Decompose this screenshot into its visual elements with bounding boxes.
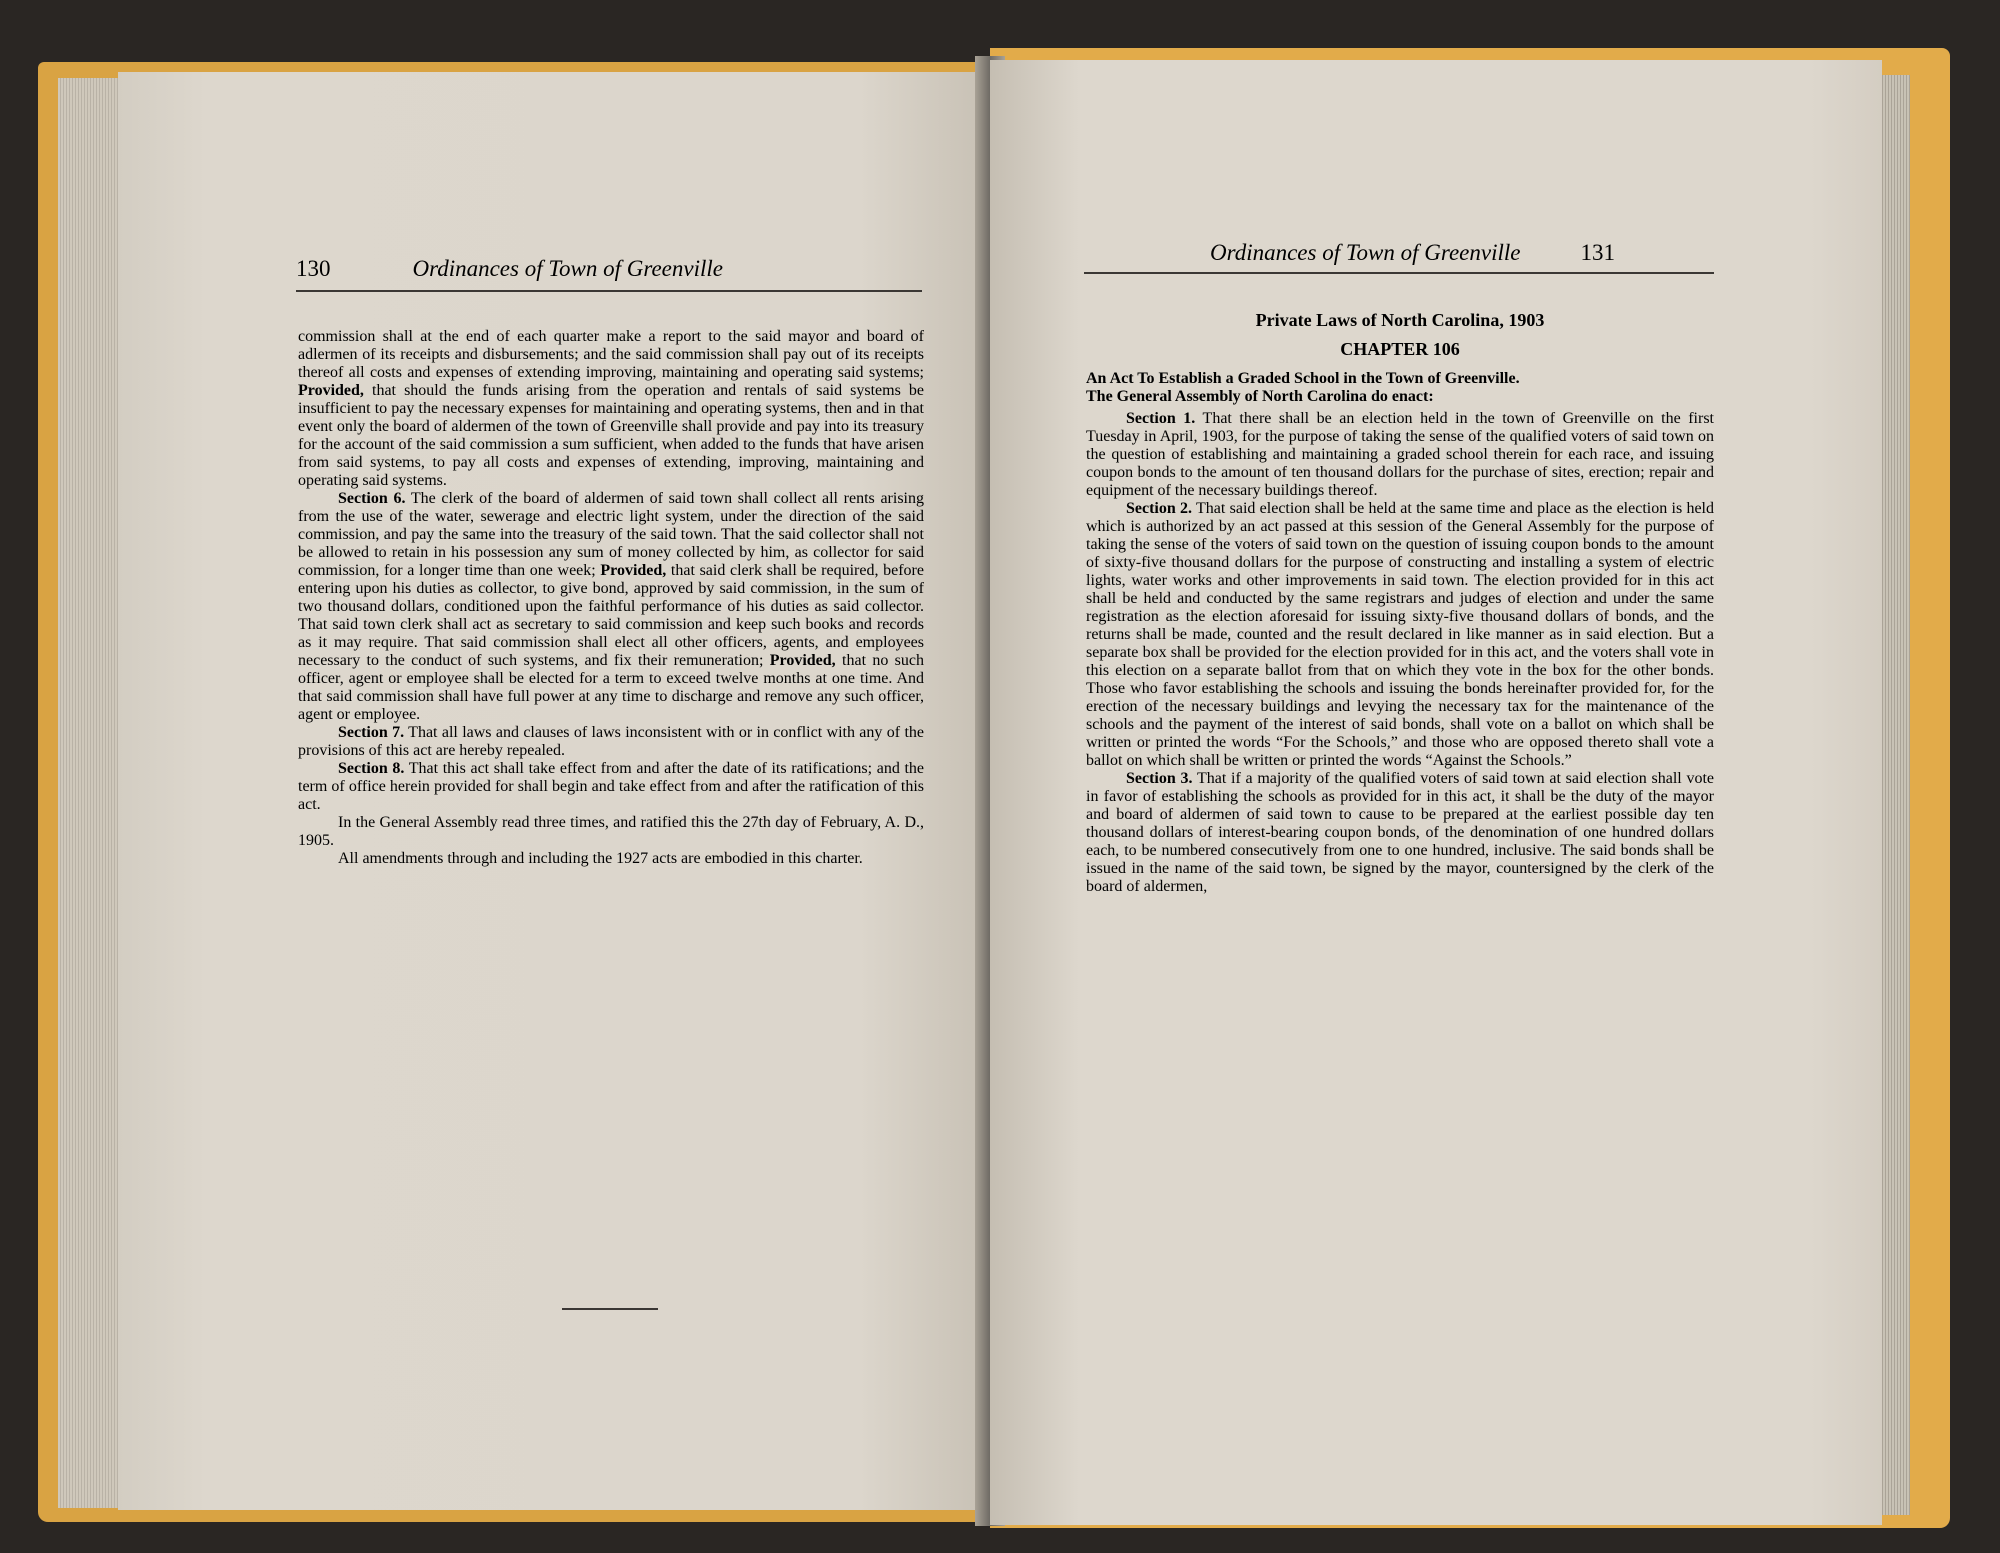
left-paragraph-section-7: Section 7. That all laws and clauses of laws inconsistent with or in conflict with any of the provisions of this act are hereby repealed. xyxy=(298,724,924,759)
left-paragraph-section-6: Section 6. The clerk of the board of aldermen of said town shall collect all rents arising from the use of the water, sewerage and electric light system, under the direction of the said commission, and pay the same into the treasury of the said town. That the said collector shall not be allowed to retain in his possession any sum of money collected by him, as collector for said commission, for a longer time than one week; Provided, that said clerk shall be required, before entering upon his duties as collector, to give bond, approved by said commission, in the sum of two thousand dollars, conditioned upon the faithful performance of his duties as said collector. That said town clerk shall act as secretary to said commission and keep such books and records as it may require. That said commission shall elect all other officers, agents, and employees necessary to the conduct of such systems, and fix their remuneration; Provided, that no such officer, agent or employee shall be elected for a term to exceed twelve months at one time. And that said commission shall have full power at any time to discharge and remove any such officer, agent or employee. xyxy=(298,490,925,723)
right-enacting-clause: The General Assembly of North Carolina do enact: xyxy=(1086,388,1434,405)
page-edges-right xyxy=(1880,75,1910,1515)
left-body-text xyxy=(298,328,924,868)
left-running-title: Ordinances of Town of Greenville xyxy=(412,256,723,281)
left-paragraph-1: commission shall at the end of each quarter make a report to the said mayor and board of adlermen of its receipts and disbursements; and the said commission shall pay out of its receipts thereof all costs and expenses of extending improving, maintaining and operating said systems; Provided, that should the funds arising from the operation and rentals of said systems be insufficient to pay the necessary expenses for maintaining and operating systems, then and in that event only the board of aldermen of the town of Greenville shall provide and pay into its treasury for the account of the said commission a sum sufficient, when added to the funds that have arisen from said systems, to pay all costs and expenses of extending, improving, maintaining and operating said systems. xyxy=(298,328,924,489)
right-head-rule xyxy=(1084,272,1714,274)
left-paragraph-amendments: All amendments through and including the 1927 acts are embodied in this charter. xyxy=(338,850,863,867)
right-act-title: An Act To Establish a Graded School in the Town of Greenville. xyxy=(1086,370,1520,387)
left-head-rule xyxy=(296,290,922,292)
right-heading-chapter: CHAPTER 106 xyxy=(1340,339,1460,359)
right-body-text xyxy=(1086,310,1714,896)
end-rule xyxy=(562,1308,658,1310)
left-running-head xyxy=(296,256,920,282)
left-page-number: 130 xyxy=(296,256,331,281)
right-heading-laws: Private Laws of North Carolina, 1903 xyxy=(1255,310,1545,330)
right-page-number: 131 xyxy=(1580,240,1615,265)
right-running-title: Ordinances of Town of Greenville xyxy=(1210,240,1521,265)
right-paragraph-section-3: Section 3. That if a majority of the qualified voters of said town at said election shall vote in favor of establishing the schools as provided for in this act, it shall be the duty of the mayor and board of aldermen of said town to cause to be prepared at the earliest possible day ten thousand dollars of interest-bearing coupon bonds, of the denomination of one hundred dollars each, to be numbered consecutively from one to one hundred, inclusive. The said bonds shall be issued in the name of the said town, be signed by the mayor, countersigned by the clerk of the board of aldermen, xyxy=(1086,770,1714,895)
right-running-head xyxy=(1210,240,1710,266)
right-paragraph-section-2: Section 2. That said election shall be held at the same time and place as the election is held which is authorized by an act passed at this session of the General Assembly for the purpose of taking the sense of the voters of said town on the question of issuing coupon bonds to the amount of sixty-five thousand dollars for the purpose of constructing and installing a system of electric lights, water works and other improvements in said town. The election provided for in this act shall be held and conducted by the same registrars and judges of election and under the same registration as the election aforesaid for issuing sixty-five thousand dollars of bonds, and the returns shall be made, counted and the result declared in like manner as in said election. But a separate box shall be provided for the election provided for in this act, and the voters shall vote in this election on a separate ballot from that on which they vote in the box for the other bonds. Those who favor establishing the schools and issuing the bonds hereinafter provided for, for the erection of the necessary buildings and levying the necessary tax for the maintenance of the schools and the payment of the interest of said bonds, shall vote on a ballot on which shall be written or printed the words “For the Schools,” and those who are opposed thereto shall vote a ballot on which shall be written or printed the words “Against the Schools.” xyxy=(1086,500,1714,769)
left-paragraph-section-8: Section 8. That this act shall take effect from and after the date of its ratifications; and the term of office herein provided for shall begin and take effect from and after the ratification of this act. xyxy=(298,760,925,813)
right-paragraph-section-1: Section 1. That there shall be an election held in the town of Greenville on the first Tuesday in April, 1903, for the purpose of taking the sense of the qualified voters of said town on the question of establishing and maintaining a graded school therein for each race, and issuing coupon bonds to the amount of ten thousand dollars for the purchase of sites, erection; repair and equipment of the necessary buildings thereof. xyxy=(1086,410,1715,499)
left-paragraph-ratified: In the General Assembly read three times, and ratified this the 27th day of February, A. D., 1905. xyxy=(298,814,924,849)
